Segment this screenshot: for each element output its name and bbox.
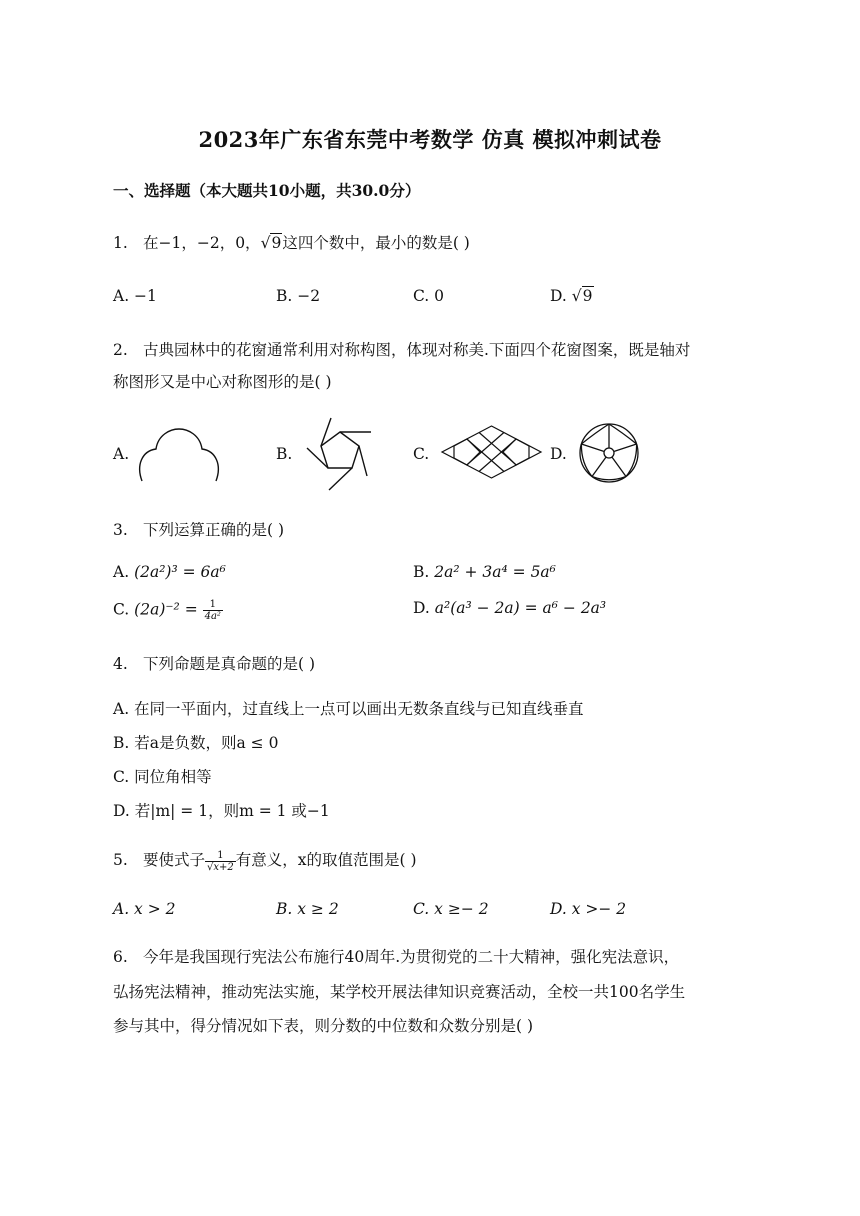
question-stem-line: 参与其中，得分情况如下表，则分数的中位数和众数分别是( ) (113, 1017, 534, 1035)
option-d: D. a²(a³ − 2a) = a⁶ − 2a³ (413, 599, 607, 617)
option-d: D. 若|m| = 1，则m = 1 或−1 (113, 802, 330, 820)
page-title: 2023年广东省东莞中考数学 仿真 模拟冲刺试卷 (198, 127, 662, 152)
section-heading: 一、选择题（本大题共10小题，共30.0分） (113, 181, 421, 200)
question-number: 3. (113, 521, 128, 539)
question-number: 5. (113, 851, 128, 869)
option-b: B. 2a² + 3a⁴ = 5a⁶ (413, 563, 556, 581)
question-stem-line: 今年是我国现行宪法公布施行40周年.为贯彻党的二十大精神，强化宪法意识， (143, 948, 680, 966)
option-c: C. x ≥− 2 (413, 900, 489, 918)
window-pattern-b-figure (303, 416, 377, 492)
question-2 (113, 338, 690, 360)
fraction: $\frac{1}{\text{4a²}}$ (204, 599, 221, 622)
question-5 (113, 848, 417, 873)
question-stem-line: 称图形又是中心对称图形的是( ) (113, 373, 332, 391)
question-stem: 下列运算正确的是( ) (143, 521, 285, 539)
option-a: A. (2a²)³ = 6a⁶ (113, 563, 226, 581)
option-a: A. (113, 445, 130, 463)
fraction: $\frac{1}{√x+2}$ (207, 849, 234, 873)
sqrt-expression: √9 (260, 234, 282, 252)
question-number: 4. (113, 655, 128, 673)
question-stem-line: 弘扬宪法精神，推动宪法实施，某学校开展法律知识竞赛活动，全校一共100名学生 (113, 983, 686, 1001)
question-stem-line: 古典园林中的花窗通常利用对称构图，体现对称美.下面四个花窗图案，既是轴对 (143, 341, 691, 359)
question-6 (113, 945, 679, 967)
option-d: D. √9 (550, 287, 593, 305)
question-3 (113, 518, 284, 540)
window-pattern-c-figure (440, 424, 543, 480)
question-stem: 要使式子 $\frac{1}{√x+2}$ 有意义，x的取值范围是( ) (143, 849, 417, 873)
option-c: C. (2a)⁻² = $\frac{1}{\text{4a²}}$ (113, 599, 221, 622)
sqrt-expression: √9 (571, 287, 593, 305)
option-c: C. (413, 445, 430, 463)
option-a: A. −1 (113, 287, 157, 305)
option-b: B. 若a是负数，则a ≤ 0 (113, 734, 279, 752)
question-1 (113, 231, 470, 253)
option-a: A. 在同一平面内，过直线上一点可以画出无数条直线与已知直线垂直 (113, 700, 584, 718)
question-number: 2. (113, 341, 128, 359)
option-a: A. x > 2 (113, 900, 176, 918)
question-4 (113, 652, 315, 674)
option-b: B. x ≥ 2 (276, 900, 339, 918)
option-c: C. 0 (413, 287, 445, 305)
question-stem: 下列命题是真命题的是( ) (143, 655, 316, 673)
option-c: C. 同位角相等 (113, 768, 212, 786)
question-stem: 在−1，−2，0，√9这四个数中，最小的数是( ) (143, 234, 470, 252)
option-d: D. (550, 445, 567, 463)
option-b: B. −2 (276, 287, 321, 305)
option-b: B. (276, 445, 293, 463)
option-d: D. x >− 2 (550, 900, 627, 918)
window-pattern-d-figure (577, 421, 641, 485)
question-number: 1. (113, 234, 128, 252)
window-pattern-a-figure (136, 425, 222, 483)
question-number: 6. (113, 948, 128, 966)
